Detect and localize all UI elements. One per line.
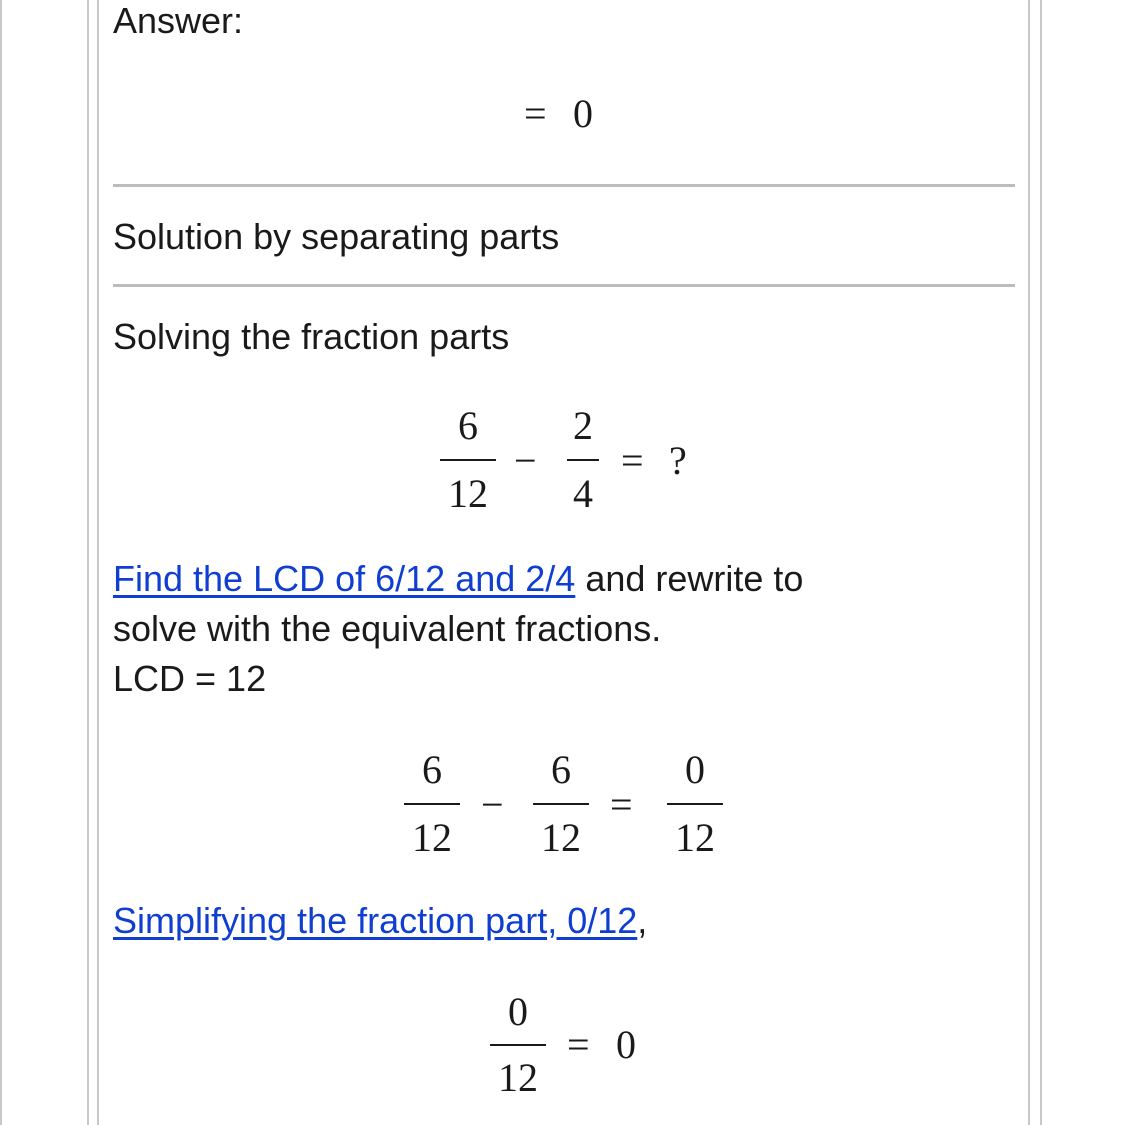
right-panel-border-outer xyxy=(1040,0,1042,1125)
denominator: 12 xyxy=(448,471,488,516)
answer-value: 0 xyxy=(573,91,593,136)
fraction-6-12-b xyxy=(533,746,589,862)
denominator: 12 xyxy=(675,815,715,860)
subsection-title: Solving the fraction parts xyxy=(113,316,510,357)
divider-top xyxy=(113,184,1015,187)
fraction-6-12 xyxy=(440,402,496,518)
equals-sign: = xyxy=(610,782,633,827)
divider-section xyxy=(113,284,1015,287)
left-panel-border-outer xyxy=(87,0,89,1125)
fraction-6-12-a xyxy=(404,746,460,862)
numerator: 6 xyxy=(551,747,571,792)
denominator: 12 xyxy=(412,815,452,860)
fraction-bar xyxy=(490,1044,546,1046)
simplified-result: 0 xyxy=(616,1022,636,1067)
lcd-paragraph xyxy=(113,554,1015,704)
unknown-result: ? xyxy=(669,438,687,483)
equals-sign: = xyxy=(567,1022,590,1067)
find-lcd-link[interactable]: Find the LCD of 6/12 and 2/4 xyxy=(113,558,576,599)
numerator: 6 xyxy=(458,403,478,448)
numerator: 6 xyxy=(422,747,442,792)
fraction-0-12 xyxy=(667,746,723,862)
denominator: 4 xyxy=(573,471,593,516)
fraction-bar xyxy=(404,803,460,805)
fraction-bar xyxy=(667,803,723,805)
simplify-fraction-link[interactable]: Simplifying the fraction part, 0/12 xyxy=(113,900,638,941)
answer-equals: = xyxy=(524,91,547,136)
left-panel-border-inner xyxy=(97,0,99,1125)
right-panel-border-inner xyxy=(1028,0,1030,1125)
left-frame-border xyxy=(0,0,2,1125)
simplify-paragraph xyxy=(113,896,647,946)
lcd-value: LCD = 12 xyxy=(113,658,267,699)
equals-sign: = xyxy=(621,438,644,483)
fraction-bar xyxy=(533,803,589,805)
answer-label: Answer: xyxy=(113,0,244,41)
fraction-bar xyxy=(440,459,496,461)
fraction-bar xyxy=(567,459,599,461)
minus-sign: − xyxy=(514,438,537,483)
lcd-text-line1: and rewrite to xyxy=(575,558,804,599)
denominator: 12 xyxy=(498,1055,538,1100)
denominator: 12 xyxy=(541,815,581,860)
minus-sign: − xyxy=(481,782,504,827)
fraction-0-12-simplify xyxy=(490,988,546,1102)
numerator: 0 xyxy=(508,989,528,1034)
numerator: 2 xyxy=(573,403,593,448)
fraction-2-4 xyxy=(567,402,599,518)
simplify-trailing-comma: , xyxy=(637,900,648,941)
section-title: Solution by separating parts xyxy=(113,216,560,257)
lcd-text-line2: solve with the equivalent fractions. xyxy=(113,608,662,649)
numerator: 0 xyxy=(685,747,705,792)
